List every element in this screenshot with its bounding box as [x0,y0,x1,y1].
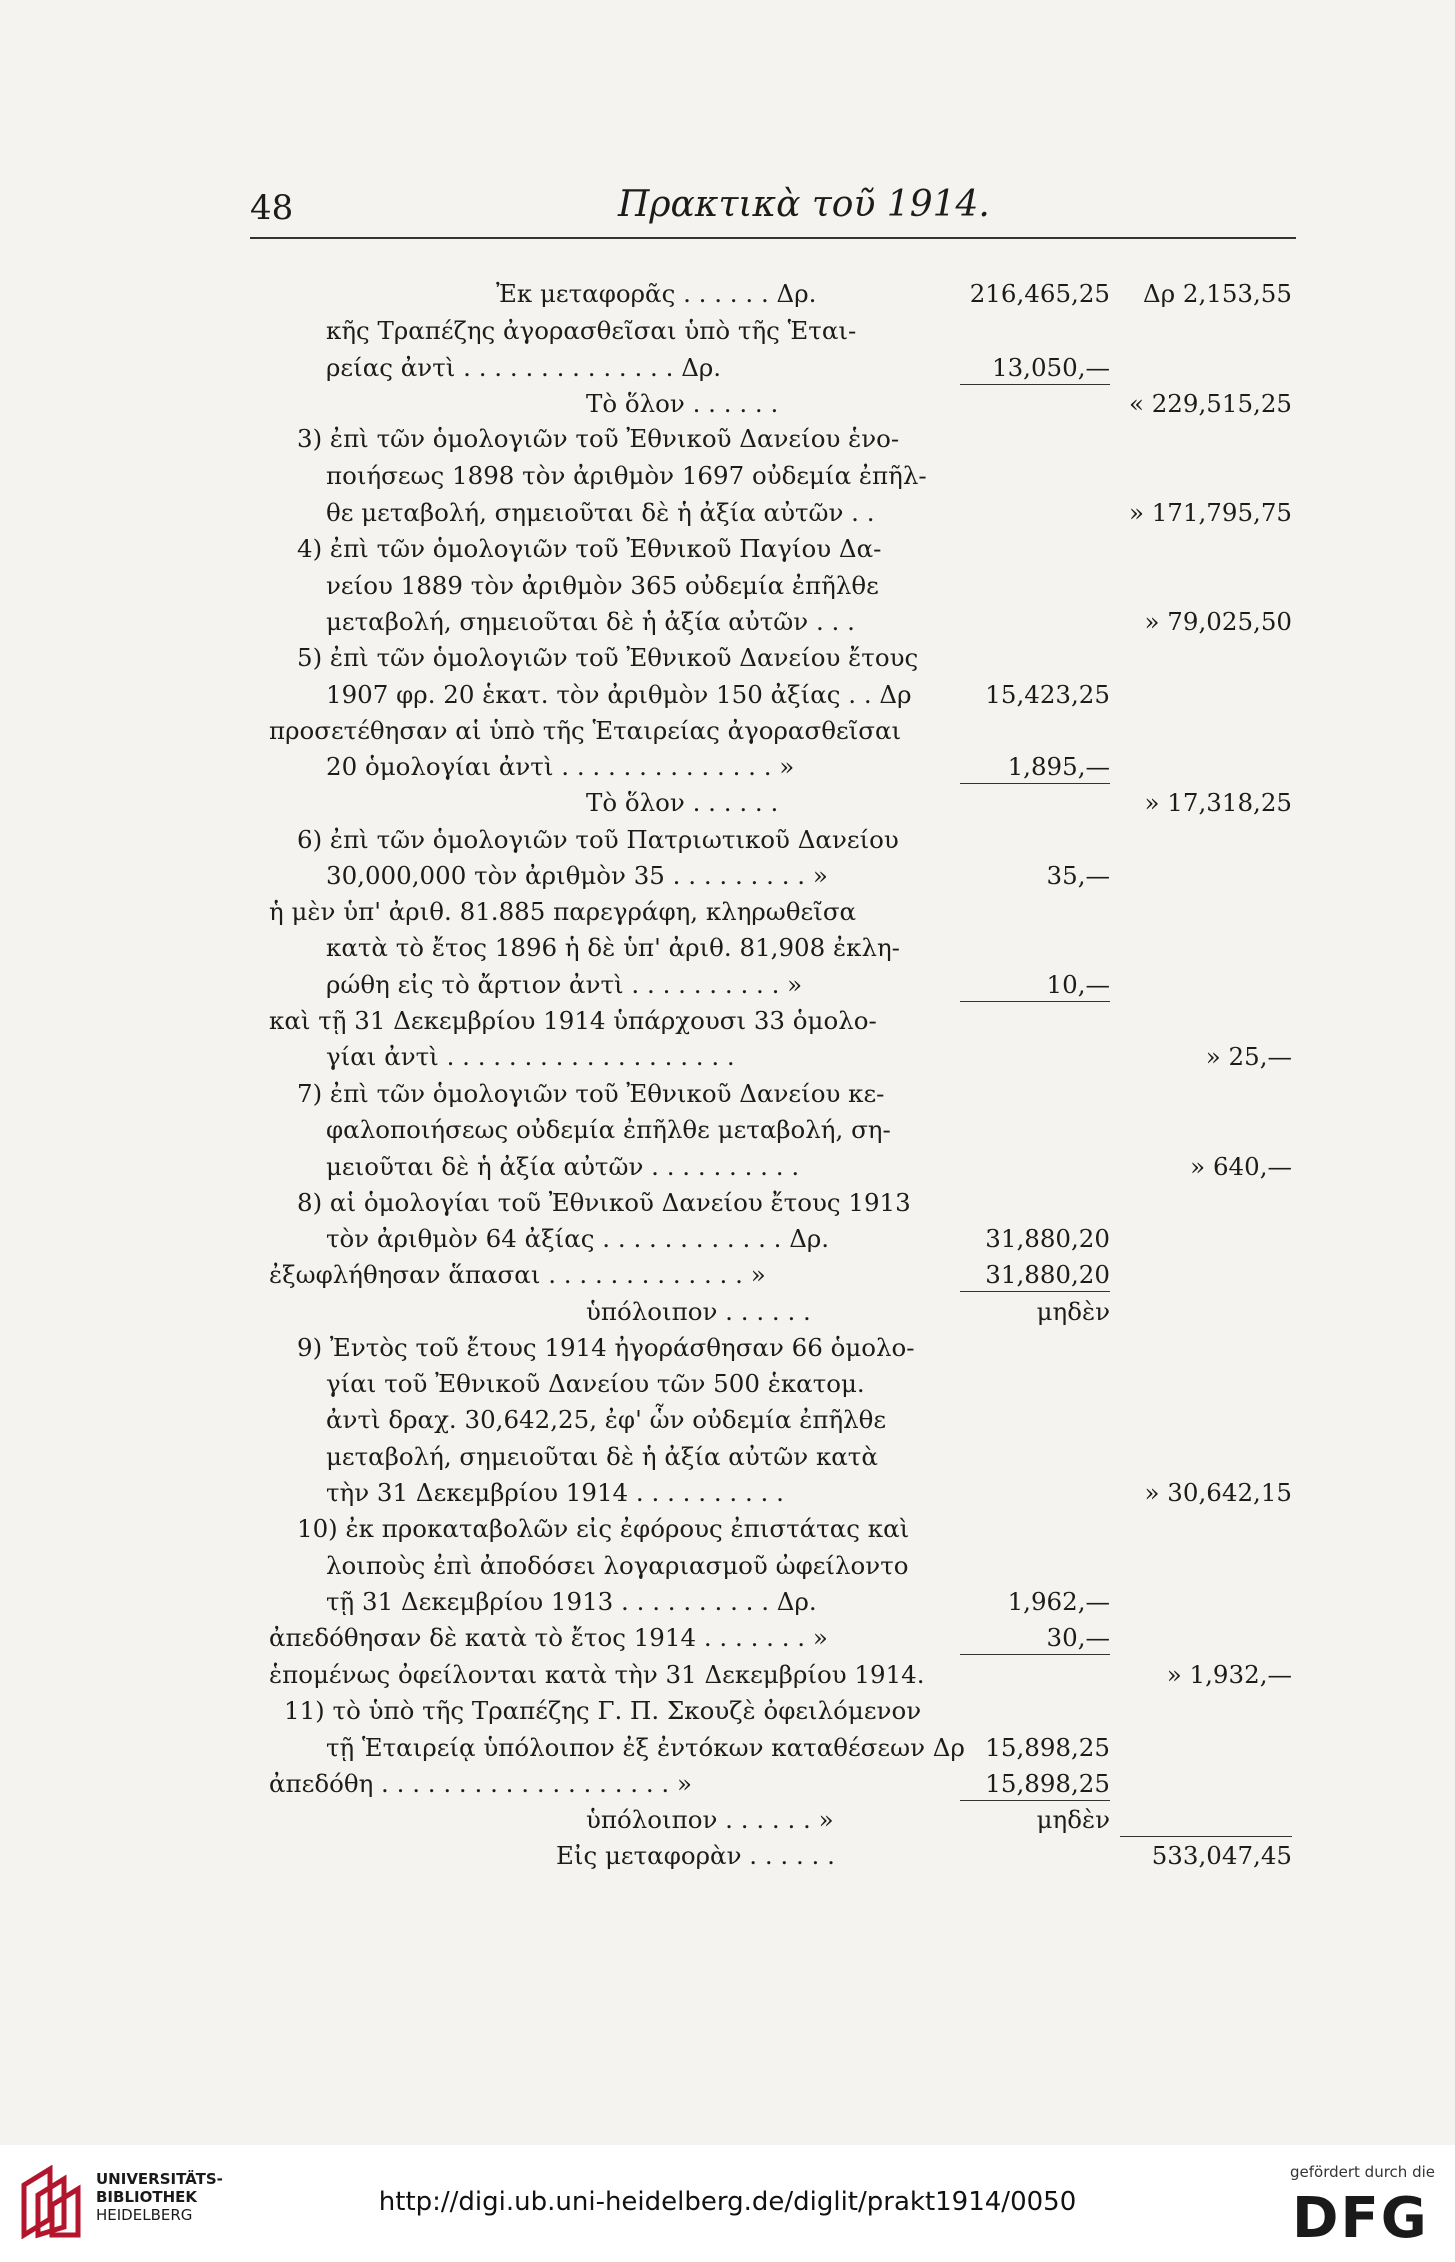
amount-mid: 13,050,— [991,353,1110,382]
amount-mid: μηδὲν [1036,1297,1110,1326]
sum-rule [960,783,1110,784]
sum-rule [960,1800,1110,1801]
sum-rule [960,384,1110,385]
text-line: φαλοποιήσεως οὐδεμία ἐπῆλθε μεταβολή, ση- [326,1115,891,1144]
library-name-line: HEIDELBERG [96,2206,193,2224]
text-line: ἀντὶ δραχ. 30,642,25, ἐφ' ὧν οὐδεμία ἐπῆλθε [326,1405,887,1434]
text-line: κῆς Τραπέζης ἀγορασθεῖσαι ὑπὸ τῆς Ἑται- [326,316,857,345]
amount-mid: 10,— [1046,970,1110,999]
sum-rule [960,1001,1110,1002]
sponsor-caption: gefördert durch die [1290,2163,1435,2181]
text-line: γίαι ἀντὶ . . . . . . . . . . . . . . . . . . . [326,1042,735,1071]
text-line: ἀπεδόθησαν δὲ κατὰ τὸ ἔτος 1914 . . . . . . . » [269,1623,828,1652]
amount-mid: 15,898,25 [985,1733,1110,1762]
text-line: 1907 φρ. 20 ἑκατ. τὸν ἀριθμὸν 150 ἀξίας . . Δρ [326,680,912,709]
text-line: Τὸ ὅλον . . . . . . [586,788,779,817]
text-line: ἐξωφλήθησαν ἅπασαι . . . . . . . . . . . . . » [269,1260,766,1289]
amount-right: Δρ 2,153,55 [1143,279,1292,308]
library-name-line: UNIVERSITÄTS- [96,2170,223,2188]
amount-mid: 31,880,20 [985,1224,1110,1253]
page-title: Πρακτικὰ τοῦ 1914. [618,184,990,225]
text-line: 3) ἐπὶ τῶν ὁμολογιῶν τοῦ Ἐθνικοῦ Δανείου ἑνο- [297,424,900,453]
text-line: καὶ τῇ 31 Δεκεμβρίου 1914 ὑπάρχουσι 33 ὁμολο- [269,1006,877,1035]
text-line: τῇ 31 Δεκεμβρίου 1913 . . . . . . . . . . Δρ. [326,1587,817,1616]
amount-right: « 229,515,25 [1128,389,1292,418]
text-line: μεταβολή, σημειοῦται δὲ ἡ ἀξία αὐτῶν . . . [326,607,855,636]
text-line: ρείας ἀντὶ . . . . . . . . . . . . . . Δρ. [326,353,722,382]
text-line: ὑπόλοιπον . . . . . . » [586,1805,834,1834]
total-rule [1120,1836,1292,1837]
text-line: θε μεταβολή, σημειοῦται δὲ ἡ ἀξία αὐτῶν . . [326,498,875,527]
text-line: 30,000,000 τὸν ἀριθμὸν 35 . . . . . . . . . » [326,861,828,890]
text-line: ὑπόλοιπον . . . . . . [586,1297,811,1326]
text-line: 8) αἱ ὁμολογίαι τοῦ Ἐθνικοῦ Δανείου ἔτους 1913 [297,1188,911,1217]
text-line: Ἐκ μεταφορᾶς . . . . . . Δρ. [496,279,817,308]
text-line: 5) ἐπὶ τῶν ὁμολογιῶν τοῦ Ἐθνικοῦ Δανείου ἔτους [297,643,919,672]
amount-right: » 171,795,75 [1128,498,1292,527]
amount-mid: 15,898,25 [985,1769,1110,1798]
text-line: Τὸ ὅλον . . . . . . [586,389,779,418]
text-line: ποιήσεως 1898 τὸν ἀριθμὸν 1697 οὐδεμία ἐπῆλ- [326,461,927,490]
sum-rule [960,1291,1110,1292]
text-line: προσετέθησαν αἱ ὑπὸ τῆς Ἑταιρείας ἀγορασθεῖσαι [269,716,902,745]
amount-right: » 25,— [1205,1042,1292,1071]
text-line: 7) ἐπὶ τῶν ὁμολογιῶν τοῦ Ἐθνικοῦ Δανείου κε- [297,1079,885,1108]
page-number: 48 [250,188,294,228]
text-line: ἀπεδόθη . . . . . . . . . . . . . . . . . . . » [269,1769,692,1798]
library-name-line: BIBLIOTHEK [96,2188,197,2206]
text-line: κατὰ τὸ ἔτος 1896 ἡ δὲ ὑπ' ἀριθ. 81,908 ἐκλη- [326,933,900,962]
text-line: γίαι τοῦ Ἐθνικοῦ Δανείου τῶν 500 ἑκατομ. [326,1369,865,1398]
text-line: 11) τὸ ὑπὸ τῆς Τραπέζης Γ. Π. Σκουζὲ ὀφειλόμενον [284,1696,922,1725]
amount-right: » 1,932,— [1166,1660,1292,1689]
text-line: 9) Ἐντὸς τοῦ ἔτους 1914 ἠγοράσθησαν 66 ὁμολο- [297,1333,915,1362]
text-line: μεταβολή, σημειοῦται δὲ ἡ ἀξία αὐτῶν κατὰ [326,1442,878,1471]
text-line: ρώθη εἰς τὸ ἄρτιον ἀντὶ . . . . . . . . . . » [326,970,803,999]
amount-right: 533,047,45 [1151,1841,1292,1870]
dfg-logo: DFG [1292,2186,1429,2251]
amount-right: » 640,— [1190,1152,1292,1181]
text-line: Εἰς μεταφορὰν . . . . . . [556,1841,835,1870]
amount-mid: 1,962,— [1007,1587,1110,1616]
text-line: τὸν ἀριθμὸν 64 ἀξίας . . . . . . . . . . . . Δρ. [326,1224,830,1253]
text-line: νείου 1889 τὸν ἀριθμὸν 365 οὐδεμία ἐπῆλθε [326,571,879,600]
text-line: 6) ἐπὶ τῶν ὁμολογιῶν τοῦ Πατριωτικοῦ Δανείου [297,825,899,854]
text-line: 10) ἐκ προκαταβολῶν εἰς ἐφόρους ἐπιστάτας καὶ [297,1514,910,1543]
text-line: 4) ἐπὶ τῶν ὁμολογιῶν τοῦ Ἐθνικοῦ Παγίου Δα- [297,534,882,563]
amount-right: » 30,642,15 [1144,1478,1292,1507]
amount-mid: μηδὲν [1036,1805,1110,1834]
source-url-link[interactable]: http://digi.ub.uni-heidelberg.de/diglit/prakt1914/0050 [378,2187,1077,2217]
header-rule [250,237,1296,239]
amount-right: » 79,025,50 [1144,607,1292,636]
amount-mid: 216,465,25 [969,279,1110,308]
text-line: ἑπομένως ὀφείλονται κατὰ τὴν 31 Δεκεμβρίου 1914. [269,1660,925,1689]
text-line: λοιποὺς ἐπὶ ἀποδόσει λογαριασμοῦ ὠφείλοντο [326,1551,909,1580]
text-line: τῇ Ἑταιρείᾳ ὑπόλοιπον ἐξ ἐντόκων καταθέσεων Δρ [326,1733,965,1762]
text-line: τὴν 31 Δεκεμβρίου 1914 . . . . . . . . . . [326,1478,784,1507]
sum-rule [960,1654,1110,1655]
text-line: ἡ μὲν ὑπ' ἀριθ. 81.885 παρεγράφη, κληρωθεῖσα [269,897,857,926]
amount-mid: 31,880,20 [985,1260,1110,1289]
amount-mid: 15,423,25 [985,680,1110,709]
amount-mid: 30,— [1046,1623,1110,1652]
amount-mid: 35,— [1046,861,1110,890]
text-line: 20 ὁμολογίαι ἀντὶ . . . . . . . . . . . . . . » [326,752,795,781]
amount-mid: 1,895,— [1007,752,1110,781]
amount-right: » 17,318,25 [1144,788,1292,817]
text-line: μειοῦται δὲ ἡ ἀξία αὐτῶν . . . . . . . . . . [326,1152,800,1181]
